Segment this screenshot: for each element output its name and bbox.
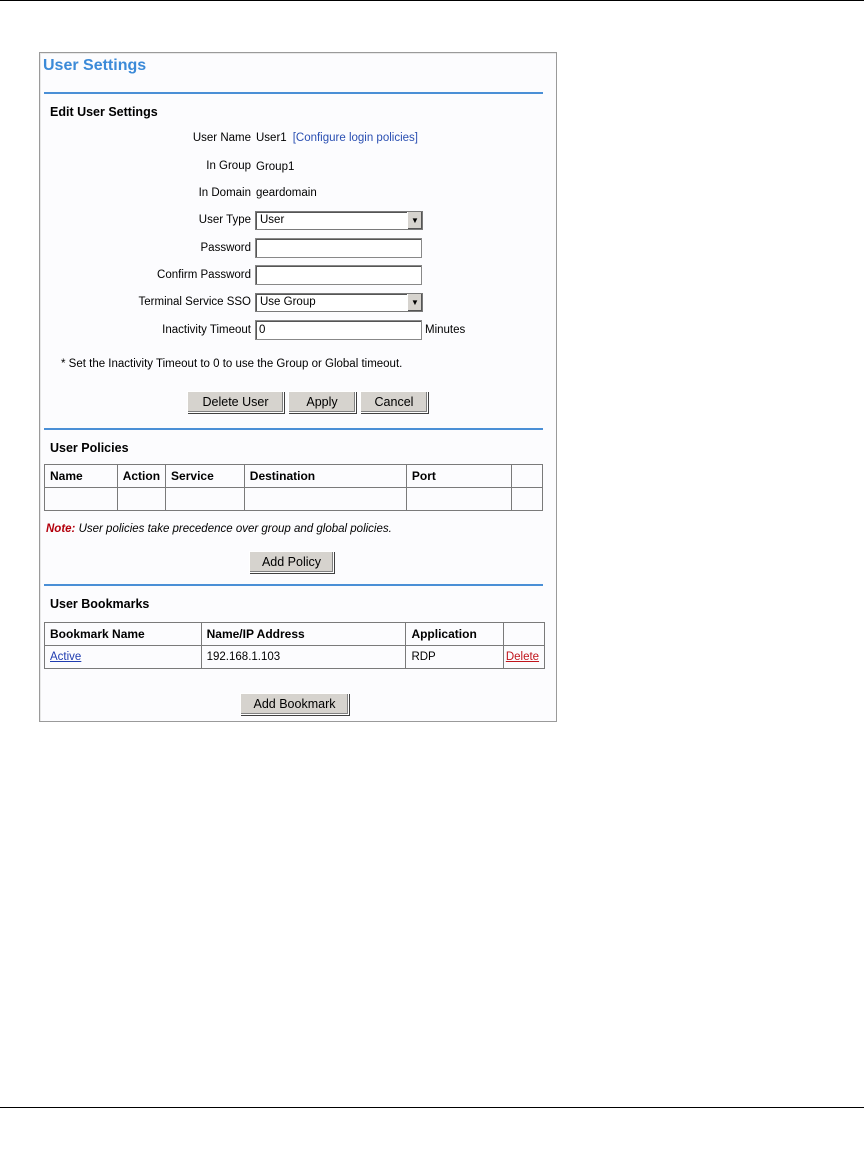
column-header: Name/IP Address xyxy=(201,623,406,646)
page-top-rule xyxy=(0,0,864,1)
configure-login-policies-link[interactable]: [Configure login policies] xyxy=(292,132,418,144)
divider xyxy=(44,92,543,94)
timeout-footnote: * Set the Inactivity Timeout to 0 to use the Group or Global timeout. xyxy=(61,358,403,370)
table-row xyxy=(45,488,543,511)
add-policy-button[interactable]: Add Policy xyxy=(249,551,334,573)
table-cell xyxy=(45,488,118,511)
password-input[interactable] xyxy=(255,238,422,258)
user-name-value xyxy=(256,132,418,144)
table-row xyxy=(45,646,545,669)
apply-button[interactable]: Apply xyxy=(288,391,356,413)
timeout-unit: Minutes xyxy=(425,324,466,336)
inactivity-timeout-label: Inactivity Timeout xyxy=(162,324,251,336)
bookmark-name-link[interactable]: Active xyxy=(50,651,82,663)
policy-note xyxy=(46,523,392,535)
user-name-text: User1 xyxy=(256,132,287,144)
table-cell xyxy=(45,646,202,669)
user-type-label: User Type xyxy=(198,214,251,226)
group-label: In Group xyxy=(206,160,251,172)
inactivity-timeout-input[interactable]: 0 xyxy=(255,320,422,340)
policies-section-heading: User Policies xyxy=(50,441,129,455)
column-header: Application xyxy=(406,623,503,646)
cancel-button[interactable]: Cancel xyxy=(360,391,428,413)
bookmark-address: 192.168.1.103 xyxy=(201,646,406,669)
confirm-password-input[interactable] xyxy=(255,265,422,285)
password-label: Password xyxy=(200,242,251,254)
sso-selected: Use Group xyxy=(260,296,316,308)
bookmarks-header-row xyxy=(45,623,545,646)
policies-header-row xyxy=(45,465,543,488)
edit-section-heading: Edit User Settings xyxy=(50,105,158,119)
confirm-password-label: Confirm Password xyxy=(157,269,251,281)
column-header xyxy=(503,623,544,646)
chevron-down-icon[interactable]: ▼ xyxy=(407,294,422,311)
user-type-selected: User xyxy=(260,214,285,226)
column-header: Service xyxy=(166,465,245,488)
column-header xyxy=(512,465,543,488)
column-header: Bookmark Name xyxy=(45,623,202,646)
bookmarks-section-heading: User Bookmarks xyxy=(50,597,150,611)
sso-label: Terminal Service SSO xyxy=(138,296,251,308)
table-cell xyxy=(512,488,543,511)
chevron-down-icon[interactable]: ▼ xyxy=(407,212,422,229)
user-name-label: User Name xyxy=(192,132,251,144)
add-bookmark-button[interactable]: Add Bookmark xyxy=(240,693,349,715)
bookmark-application: RDP xyxy=(406,646,503,669)
note-label: Note: xyxy=(46,523,76,535)
note-text: User policies take precedence over group and global policies. xyxy=(75,523,392,535)
delete-user-button[interactable]: Delete User xyxy=(187,391,284,413)
domain-label: In Domain xyxy=(198,187,251,199)
table-cell xyxy=(406,488,511,511)
page-bottom-rule xyxy=(0,1107,864,1108)
table-cell xyxy=(244,488,406,511)
column-header: Destination xyxy=(244,465,406,488)
page-title: User Settings xyxy=(43,57,147,74)
delete-bookmark-link[interactable]: Delete xyxy=(505,651,540,663)
table-cell xyxy=(166,488,245,511)
table-cell xyxy=(117,488,165,511)
column-header: Action xyxy=(117,465,165,488)
domain-value: geardomain xyxy=(256,187,317,199)
table-cell xyxy=(503,646,544,669)
sso-select[interactable] xyxy=(255,293,423,312)
divider xyxy=(44,584,543,586)
column-header: Name xyxy=(45,465,118,488)
user-type-select[interactable] xyxy=(255,211,423,230)
user-settings-panel xyxy=(39,52,557,722)
group-value: Group1 xyxy=(256,161,295,173)
policies-table xyxy=(44,464,543,511)
divider xyxy=(44,428,543,430)
column-header: Port xyxy=(406,465,511,488)
bookmarks-table xyxy=(44,622,545,669)
